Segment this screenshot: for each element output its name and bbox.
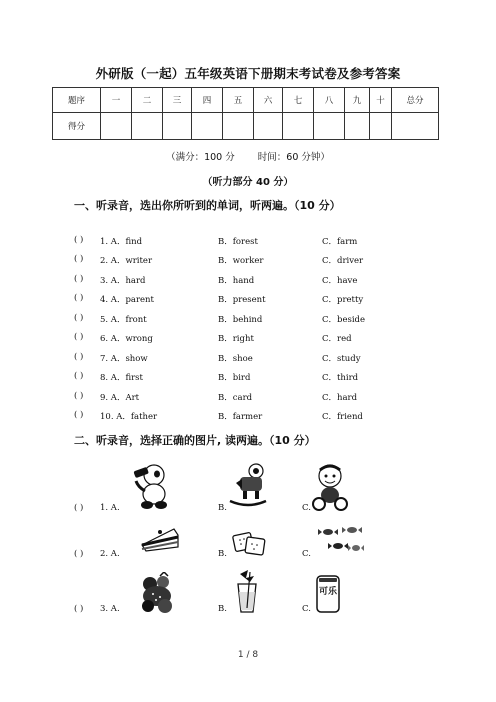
option-a: 5. A．front xyxy=(100,315,147,325)
option-b: B．present xyxy=(218,295,266,305)
answer-blank[interactable]: ( ) xyxy=(74,313,84,323)
page-number: 1 / 8 xyxy=(237,650,259,660)
answer-blank[interactable]: ( ) xyxy=(74,274,84,284)
score-cell[interactable] xyxy=(192,113,223,140)
section2-title: 二、听录音，选择正确的图片, 读两遍。（10 分） xyxy=(74,434,316,447)
option-c: C．have xyxy=(322,276,358,286)
option-c: C．pretty xyxy=(322,295,364,305)
section1-title: 一、听录音，选出你所听到的单词，听两遍。（10 分） xyxy=(74,199,341,212)
answer-blank[interactable]: ( ) xyxy=(74,503,84,513)
option-c: C．farm xyxy=(322,237,358,247)
question-row xyxy=(74,410,454,424)
candies-icon xyxy=(316,522,366,558)
score-cell[interactable] xyxy=(223,113,254,140)
option-a: 8. A．first xyxy=(100,373,143,383)
score-table xyxy=(52,87,439,140)
option-a: 3. A. xyxy=(100,604,120,614)
score-header-cell: 四 xyxy=(192,88,223,113)
score-header-cell: 八 xyxy=(314,88,345,113)
baby-drinking-icon xyxy=(130,461,176,511)
answer-blank[interactable]: ( ) xyxy=(74,410,84,420)
option-a: 3. A．hard xyxy=(100,276,146,286)
option-a: 9. A．Art xyxy=(100,393,140,403)
score-header-cell: 二 xyxy=(132,88,163,113)
answer-blank[interactable]: ( ) xyxy=(74,604,84,614)
option-b: B．hand xyxy=(218,276,255,286)
option-b: B. xyxy=(218,604,227,614)
cake-slice-icon xyxy=(138,523,182,553)
option-b: B．worker xyxy=(218,256,264,266)
full-score: （满分：100 分 xyxy=(166,152,235,163)
score-cell[interactable] xyxy=(163,113,192,140)
score-header-cell: 题序 xyxy=(53,88,101,113)
option-a: 4. A．parent xyxy=(100,295,154,305)
score-cell[interactable] xyxy=(101,113,132,140)
score-header-cell: 九 xyxy=(345,88,370,113)
score-header-cell: 五 xyxy=(223,88,254,113)
option-c: C．third xyxy=(322,373,359,383)
answer-blank[interactable]: ( ) xyxy=(74,293,84,303)
juice-glass-icon xyxy=(230,570,264,616)
answer-blank[interactable]: ( ) xyxy=(74,352,84,362)
score-header-cell: 一 xyxy=(101,88,132,113)
question-row xyxy=(74,274,454,288)
biscuits-icon xyxy=(230,528,268,558)
option-a: 2. A. xyxy=(100,549,120,559)
rocking-horse-icon xyxy=(226,461,270,511)
score-cell[interactable] xyxy=(392,113,439,140)
option-c: C．study xyxy=(322,354,361,364)
question-row xyxy=(74,391,454,405)
answer-blank[interactable]: ( ) xyxy=(74,332,84,342)
option-c: C．beside xyxy=(322,315,366,325)
option-a: 2. A．writer xyxy=(100,256,153,266)
score-cell[interactable] xyxy=(254,113,283,140)
answer-blank[interactable]: ( ) xyxy=(74,254,84,264)
option-b: B．bird xyxy=(218,373,251,383)
fruit-basket-icon xyxy=(136,572,178,616)
option-b: B. xyxy=(218,549,227,559)
part-title: （听力部分 40 分） xyxy=(202,177,294,188)
option-b: B．card xyxy=(218,393,253,403)
cola-can-icon xyxy=(314,574,342,614)
score-header-cell: 三 xyxy=(163,88,192,113)
option-a: 1. A．find xyxy=(100,237,143,247)
option-a: 1. A. xyxy=(100,503,120,513)
option-c: C．red xyxy=(322,334,352,344)
option-c: C．friend xyxy=(322,412,363,422)
score-cell[interactable] xyxy=(283,113,314,140)
question-row xyxy=(74,313,454,327)
question-row xyxy=(74,235,454,249)
option-a: 10. A．father xyxy=(100,412,158,422)
answer-blank[interactable]: ( ) xyxy=(74,549,84,559)
option-b: B．behind xyxy=(218,315,263,325)
cola-can-label: 可乐 xyxy=(318,587,338,597)
option-c: C．driver xyxy=(322,256,364,266)
exam-meta xyxy=(0,149,496,163)
answer-blank[interactable]: ( ) xyxy=(74,391,84,401)
option-c: C. xyxy=(302,604,311,614)
score-row-label: 得分 xyxy=(53,113,101,140)
score-header-cell: 六 xyxy=(254,88,283,113)
question-row xyxy=(74,371,454,385)
option-a: 6. A．wrong xyxy=(100,334,153,344)
score-cell[interactable] xyxy=(345,113,370,140)
exam-time: 时间：60 分钟） xyxy=(257,152,330,163)
score-header-cell: 七 xyxy=(283,88,314,113)
option-c: C．hard xyxy=(322,393,358,403)
score-header-cell: 十 xyxy=(370,88,392,113)
question-row xyxy=(74,254,454,268)
option-b: B．farmer xyxy=(218,412,263,422)
score-header-cell: 总分 xyxy=(392,88,439,113)
answer-blank[interactable]: ( ) xyxy=(74,371,84,381)
score-cell[interactable] xyxy=(132,113,163,140)
page-title: 外研版（一起）五年级英语下册期末考试卷及参考答案 xyxy=(95,66,401,81)
option-b: B．shoe xyxy=(218,354,253,364)
option-c: C. xyxy=(302,549,311,559)
option-a: 7. A．show xyxy=(100,354,148,364)
score-cell[interactable] xyxy=(314,113,345,140)
score-cell[interactable] xyxy=(370,113,392,140)
option-b: B. xyxy=(218,503,227,513)
question-row xyxy=(74,293,454,307)
option-b: B．forest xyxy=(218,237,258,247)
option-b: B．right xyxy=(218,334,254,344)
question-row xyxy=(74,332,454,346)
answer-blank[interactable]: ( ) xyxy=(74,235,84,245)
question-row xyxy=(74,352,454,366)
option-c: C. xyxy=(302,503,311,513)
boy-on-bike-icon xyxy=(310,462,352,512)
